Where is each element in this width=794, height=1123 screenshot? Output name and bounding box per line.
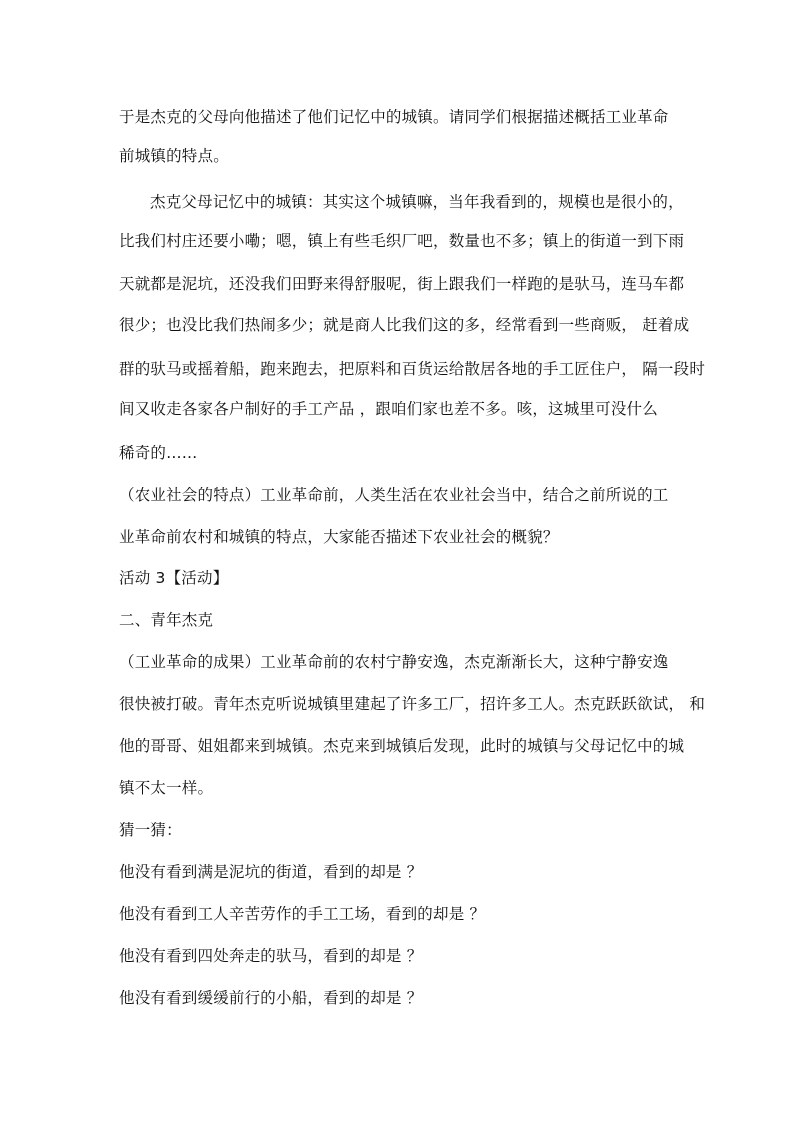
question-line: 他没有看到缓缓前行的小船，看到的却是 ？ xyxy=(119,989,423,1007)
paragraph-line: 很快被打破。青年杰克听说城镇里建起了许多工厂，招许多工人。杰克跃跃欲试， 和 xyxy=(119,695,706,713)
paragraph-line: 于是杰克的父母向他描述了他们记忆中的城镇。请同学们根据描述概括工业革命 xyxy=(119,108,669,126)
paragraph-line: 天就都是泥坑，还没我们田野来得舒服呢，街上跟我们一样跑的是驮马，连马车都 xyxy=(119,275,685,293)
paragraph-line: （工业革命的成果）工业革命前的农村宁静安逸，杰克渐渐长大，这种宁静安逸 xyxy=(119,653,669,671)
paragraph-line: 前城镇的特点。 xyxy=(119,147,229,165)
paragraph-line: 比我们村庄还要小嘞；嗯，镇上有些毛织厂吧，数量也不多；镇上的街道一到下雨 xyxy=(119,232,685,250)
activity-label: 活动 3【活动】 xyxy=(119,569,229,587)
paragraph-line: 他的哥哥、姐姐都来到城镇。杰克来到城镇后发现，此时的城镇与父母记忆中的城 xyxy=(119,737,685,755)
paragraph-line: 间又收走各家各户制好的手工产品 ，跟咱们家也差不多。咳，这城里可没什么 xyxy=(119,400,658,418)
paragraph-line: 稀奇的…… xyxy=(119,444,198,462)
prompt-label: 猜一猜： xyxy=(119,821,182,839)
paragraph-line: 群的驮马或摇着船，跑来跑去，把原料和百货运给散居各地的手工匠住户， 隔一段时 xyxy=(119,360,706,378)
question-line: 他没有看到满是泥坑的街道，看到的却是 ？ xyxy=(119,863,423,881)
question-line: 他没有看到四处奔走的驮马，看到的却是 ？ xyxy=(119,947,423,965)
paragraph-line: 镇不太一样。 xyxy=(119,779,214,797)
paragraph-line: 业革命前农村和城镇的特点，大家能否描述下农业社会的概貌？ xyxy=(119,528,559,546)
section-heading: 二、青年杰克 xyxy=(119,611,214,629)
paragraph-line: （农业社会的特点）工业革命前，人类生活在农业社会当中，结合之前所说的工 xyxy=(119,486,669,504)
question-line: 他没有看到工人辛苦劳作的手工工场，看到的却是 ？ xyxy=(119,905,486,923)
paragraph-line: 很少；也没比我们热闹多少；就是商人比我们这的多，经常看到一些商贩， 赶着成 xyxy=(119,316,690,334)
paragraph-line: 杰克父母记忆中的城镇：其实这个城镇嘛，当年我看到的，规模也是很小的， xyxy=(150,193,684,211)
